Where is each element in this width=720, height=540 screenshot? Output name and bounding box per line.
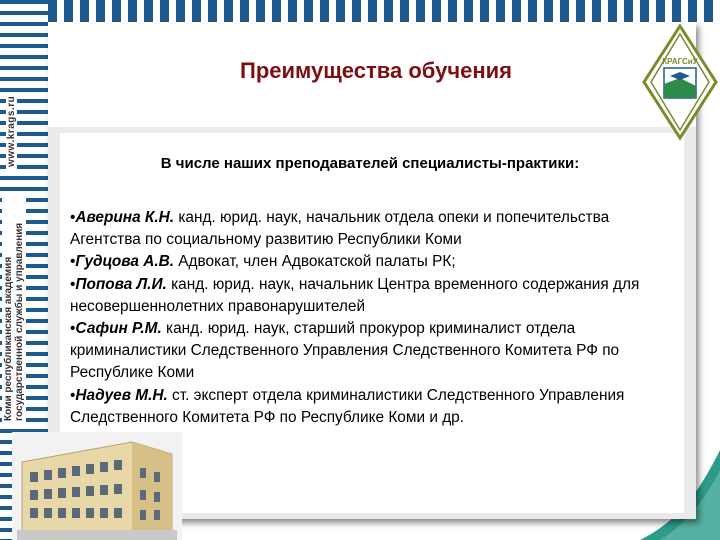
subtitle: В числе наших преподавателей специалисты-практики:	[160, 155, 580, 172]
emblem-text: КРАГСиУ	[662, 57, 698, 66]
teacher-list	[70, 207, 680, 429]
teacher-name: Гудцова А.В.	[75, 253, 174, 271]
teacher-description: ст. эксперт отдела криминалистики Следственного Управления Следственного Комитета РФ по Республике Коми и др.	[70, 386, 625, 426]
teacher-name: Аверина К.Н.	[75, 209, 175, 226]
title-bar	[48, 22, 696, 127]
teacher-description: канд. юрид. наук, начальник отдела опеки и попечительства Агентства по социальному развитию Республики Коми	[70, 209, 610, 249]
academy-name-line1: Коми республиканская академия	[3, 256, 14, 421]
list-item: •Гудцова А.В. Адвокат, член Адвокатской палаты РК;	[70, 253, 456, 271]
teacher-name: Сафин Р.М.	[75, 320, 162, 338]
side-url-text: www.krags.ru	[6, 93, 17, 170]
teacher-name: Надуев М.Н.	[75, 386, 168, 404]
top-stripe-decoration	[48, 0, 720, 22]
list-item: •Надуев М.Н. ст. эксперт отдела криминалистики Следственного Управления Следственного Комитета РФ по Республике Коми и др.	[70, 386, 625, 426]
page-title: Преимущества обучения	[240, 58, 512, 83]
teacher-name: Попова Л.И.	[75, 275, 167, 293]
side-academy-name	[2, 194, 26, 424]
academy-name-line2: государственной службы и управления	[14, 222, 25, 421]
teacher-description: канд. юрид. наук, начальник Центра временного содержания для несовершеннолетних правонарушителей	[70, 275, 640, 315]
academy-building-image	[12, 432, 182, 540]
teacher-description: Адвокат, член Адвокатской палаты РК;	[174, 253, 456, 271]
teacher-description: канд. юрид. наук, старший прокурор криминалист отдела криминалистики Следственного Управления Следственного Комитета РФ по Республике Коми	[70, 320, 620, 382]
list-item: •Сафин Р.М. канд. юрид. наук, старший прокурор криминалист отдела криминалистики Следственного Управления Следственного Комитета РФ по Республике Коми	[70, 320, 620, 382]
academy-emblem-icon	[640, 22, 720, 142]
list-item: •Попова Л.И. канд. юрид. наук, начальник Центра временного содержания для несовершеннолетних правонарушителей	[70, 275, 640, 315]
list-item: •Аверина К.Н. канд. юрид. наук, начальник отдела опеки и попечительства Агентства по социальному развитию Республики Коми	[70, 209, 610, 249]
